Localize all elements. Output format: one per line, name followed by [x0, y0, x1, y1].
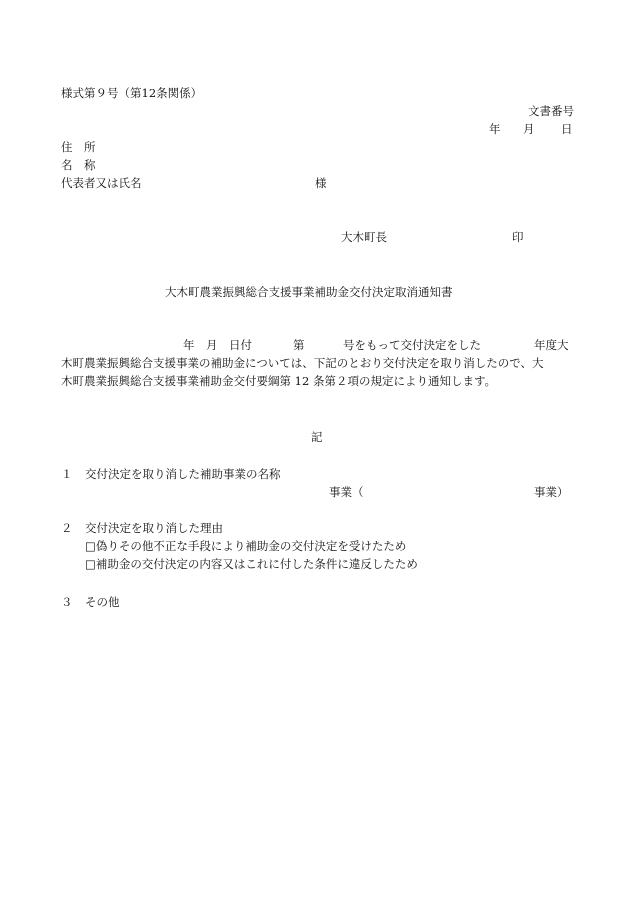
body-dai-phrase: 第: [293, 338, 305, 352]
ki-heading: 記: [311, 430, 323, 444]
item-3-label: その他: [85, 595, 120, 609]
sender-title: 大木町長: [341, 230, 387, 244]
item-1-jigyo-close: 事業）: [534, 485, 569, 499]
item-2-label: 交付決定を取り消した理由: [85, 521, 223, 535]
seal-mark: 印: [512, 230, 524, 244]
date-year-label: 年: [489, 122, 501, 136]
name-label: 名 称: [61, 158, 96, 172]
date-day-label: 日: [561, 122, 573, 136]
body-fiscal-year-phrase: 年度大: [534, 338, 569, 352]
date-month-label: 月: [523, 122, 535, 136]
body-line-3: 木町農業振興総合支援事業補助金交付要綱第 12 条第２項の規定により通知します。: [61, 374, 497, 388]
address-label: 住 所: [61, 140, 96, 154]
body-decision-phrase: 号をもって交付決定をした: [343, 338, 481, 352]
item-2-number: ２: [61, 521, 73, 535]
item-1-jigyo-open: 事業（: [329, 485, 364, 499]
body-line-2: 木町農業振興総合支援事業の補助金については、下記のとおり交付決定を取り消したので、大: [61, 356, 544, 370]
document-number-label: 文書番号: [528, 104, 574, 118]
page-title: 大木町農業振興総合支援事業補助金交付決定取消通知書: [165, 285, 453, 299]
item-1-number: １: [61, 467, 73, 481]
body-date-phrase: 年 月 日付: [183, 338, 252, 352]
item-2-option-1: □偽りその他不正な手段により補助金の交付決定を受けたため: [85, 539, 407, 553]
item-1-label: 交付決定を取り消した補助事業の名称: [85, 467, 281, 481]
form-number: 様式第９号（第12条関係）: [61, 86, 203, 100]
honorific: 様: [315, 176, 327, 190]
item-2-option-2: □補助金の交付決定の内容又はこれに付した条件に違反したため: [85, 557, 418, 571]
representative-label: 代表者又は氏名: [61, 176, 142, 190]
item-3-number: ３: [61, 595, 73, 609]
